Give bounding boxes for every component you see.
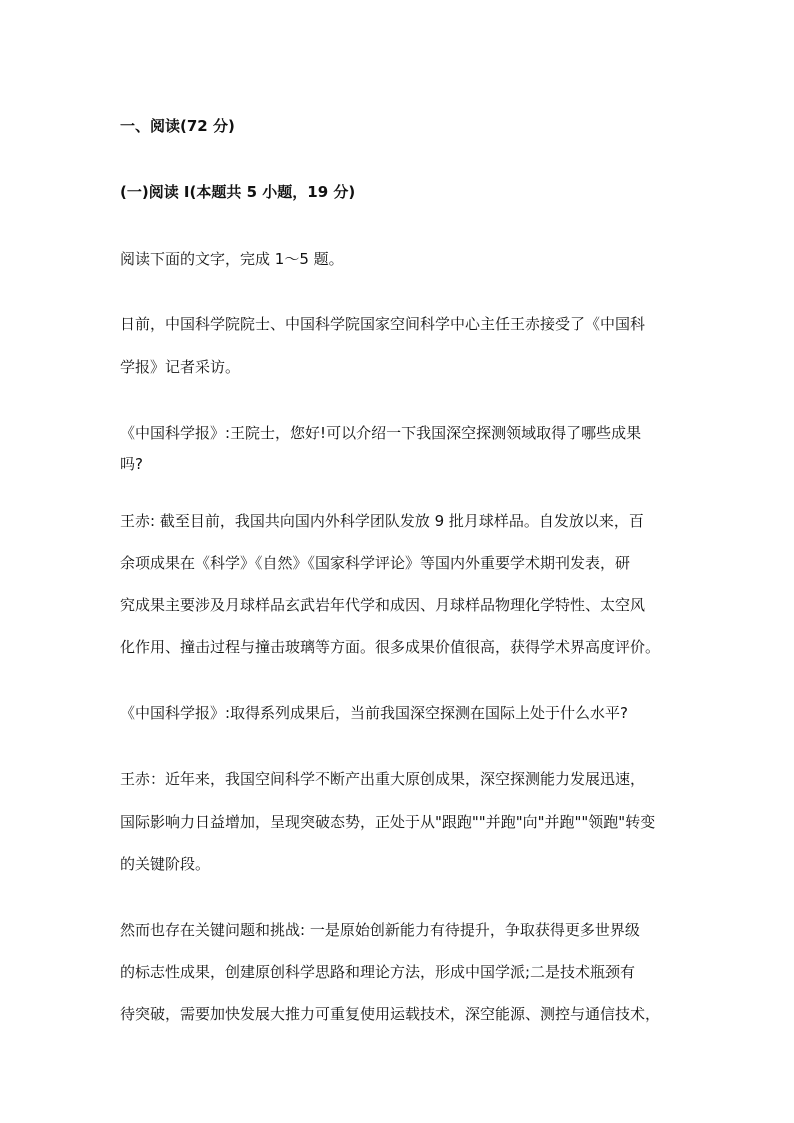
subsection-heading: (一)阅读 I(本题共 5 小题，19 分) bbox=[120, 183, 356, 201]
paragraph-line: 化作用、撞击过程与撞击玻璃等方面。很多成果价值很高，获得学术界高度评价。 bbox=[120, 638, 661, 656]
paragraph-line: 《中国科学报》:取得系列成果后，当前我国深空探测在国际上处于什么水平? bbox=[120, 704, 629, 722]
paragraph-line: 王赤: 截至目前，我国共向国内外科学团队发放 9 批月球样品。自发放以来，百 bbox=[120, 512, 644, 530]
paragraph-line: 余项成果在《科学》《自然》《国家科学评论》等国内外重要学术期刊发表，研 bbox=[120, 554, 631, 572]
paragraph-line: 的关键阶段。 bbox=[120, 855, 211, 873]
paragraph-line: 日前，中国科学院院士、中国科学院国家空间科学中心主任王赤接受了《中国科 bbox=[120, 315, 646, 333]
paragraph-line: 的标志性成果，创建原创科学思路和理论方法，形成中国学派;二是技术瓶颈有 bbox=[120, 963, 636, 981]
paragraph-line: 究成果主要涉及月球样品玄武岩年代学和成因、月球样品物理化学特性、太空风 bbox=[120, 596, 646, 614]
paragraph-line: 王赤：近年来，我国空间科学不断产出重大原创成果，深空探测能力发展迅速， bbox=[120, 770, 646, 788]
section-heading: 一、阅读(72 分) bbox=[120, 117, 235, 135]
paragraph-line: 《中国科学报》:王院士，您好!可以介绍一下我国深空探测领域取得了哪些成果 bbox=[120, 424, 642, 442]
paragraph-line: 待突破，需要加快发展大推力可重复使用运载技术，深空能源、测控与通信技术， bbox=[120, 1005, 661, 1023]
paragraph-line: 国际影响力日益增加，呈现突破态势，正处于从"跟跑""并跑"向"并跑""领跑"转变 bbox=[120, 813, 656, 831]
instruction-text: 阅读下面的文字，完成 1～5 题。 bbox=[120, 250, 344, 268]
paragraph-line: 吗? bbox=[120, 455, 143, 473]
paragraph-line: 学报》记者采访。 bbox=[120, 358, 241, 376]
paragraph-line: 然而也存在关键问题和挑战: 一是原始创新能力有待提升，争取获得更多世界级 bbox=[120, 921, 640, 939]
